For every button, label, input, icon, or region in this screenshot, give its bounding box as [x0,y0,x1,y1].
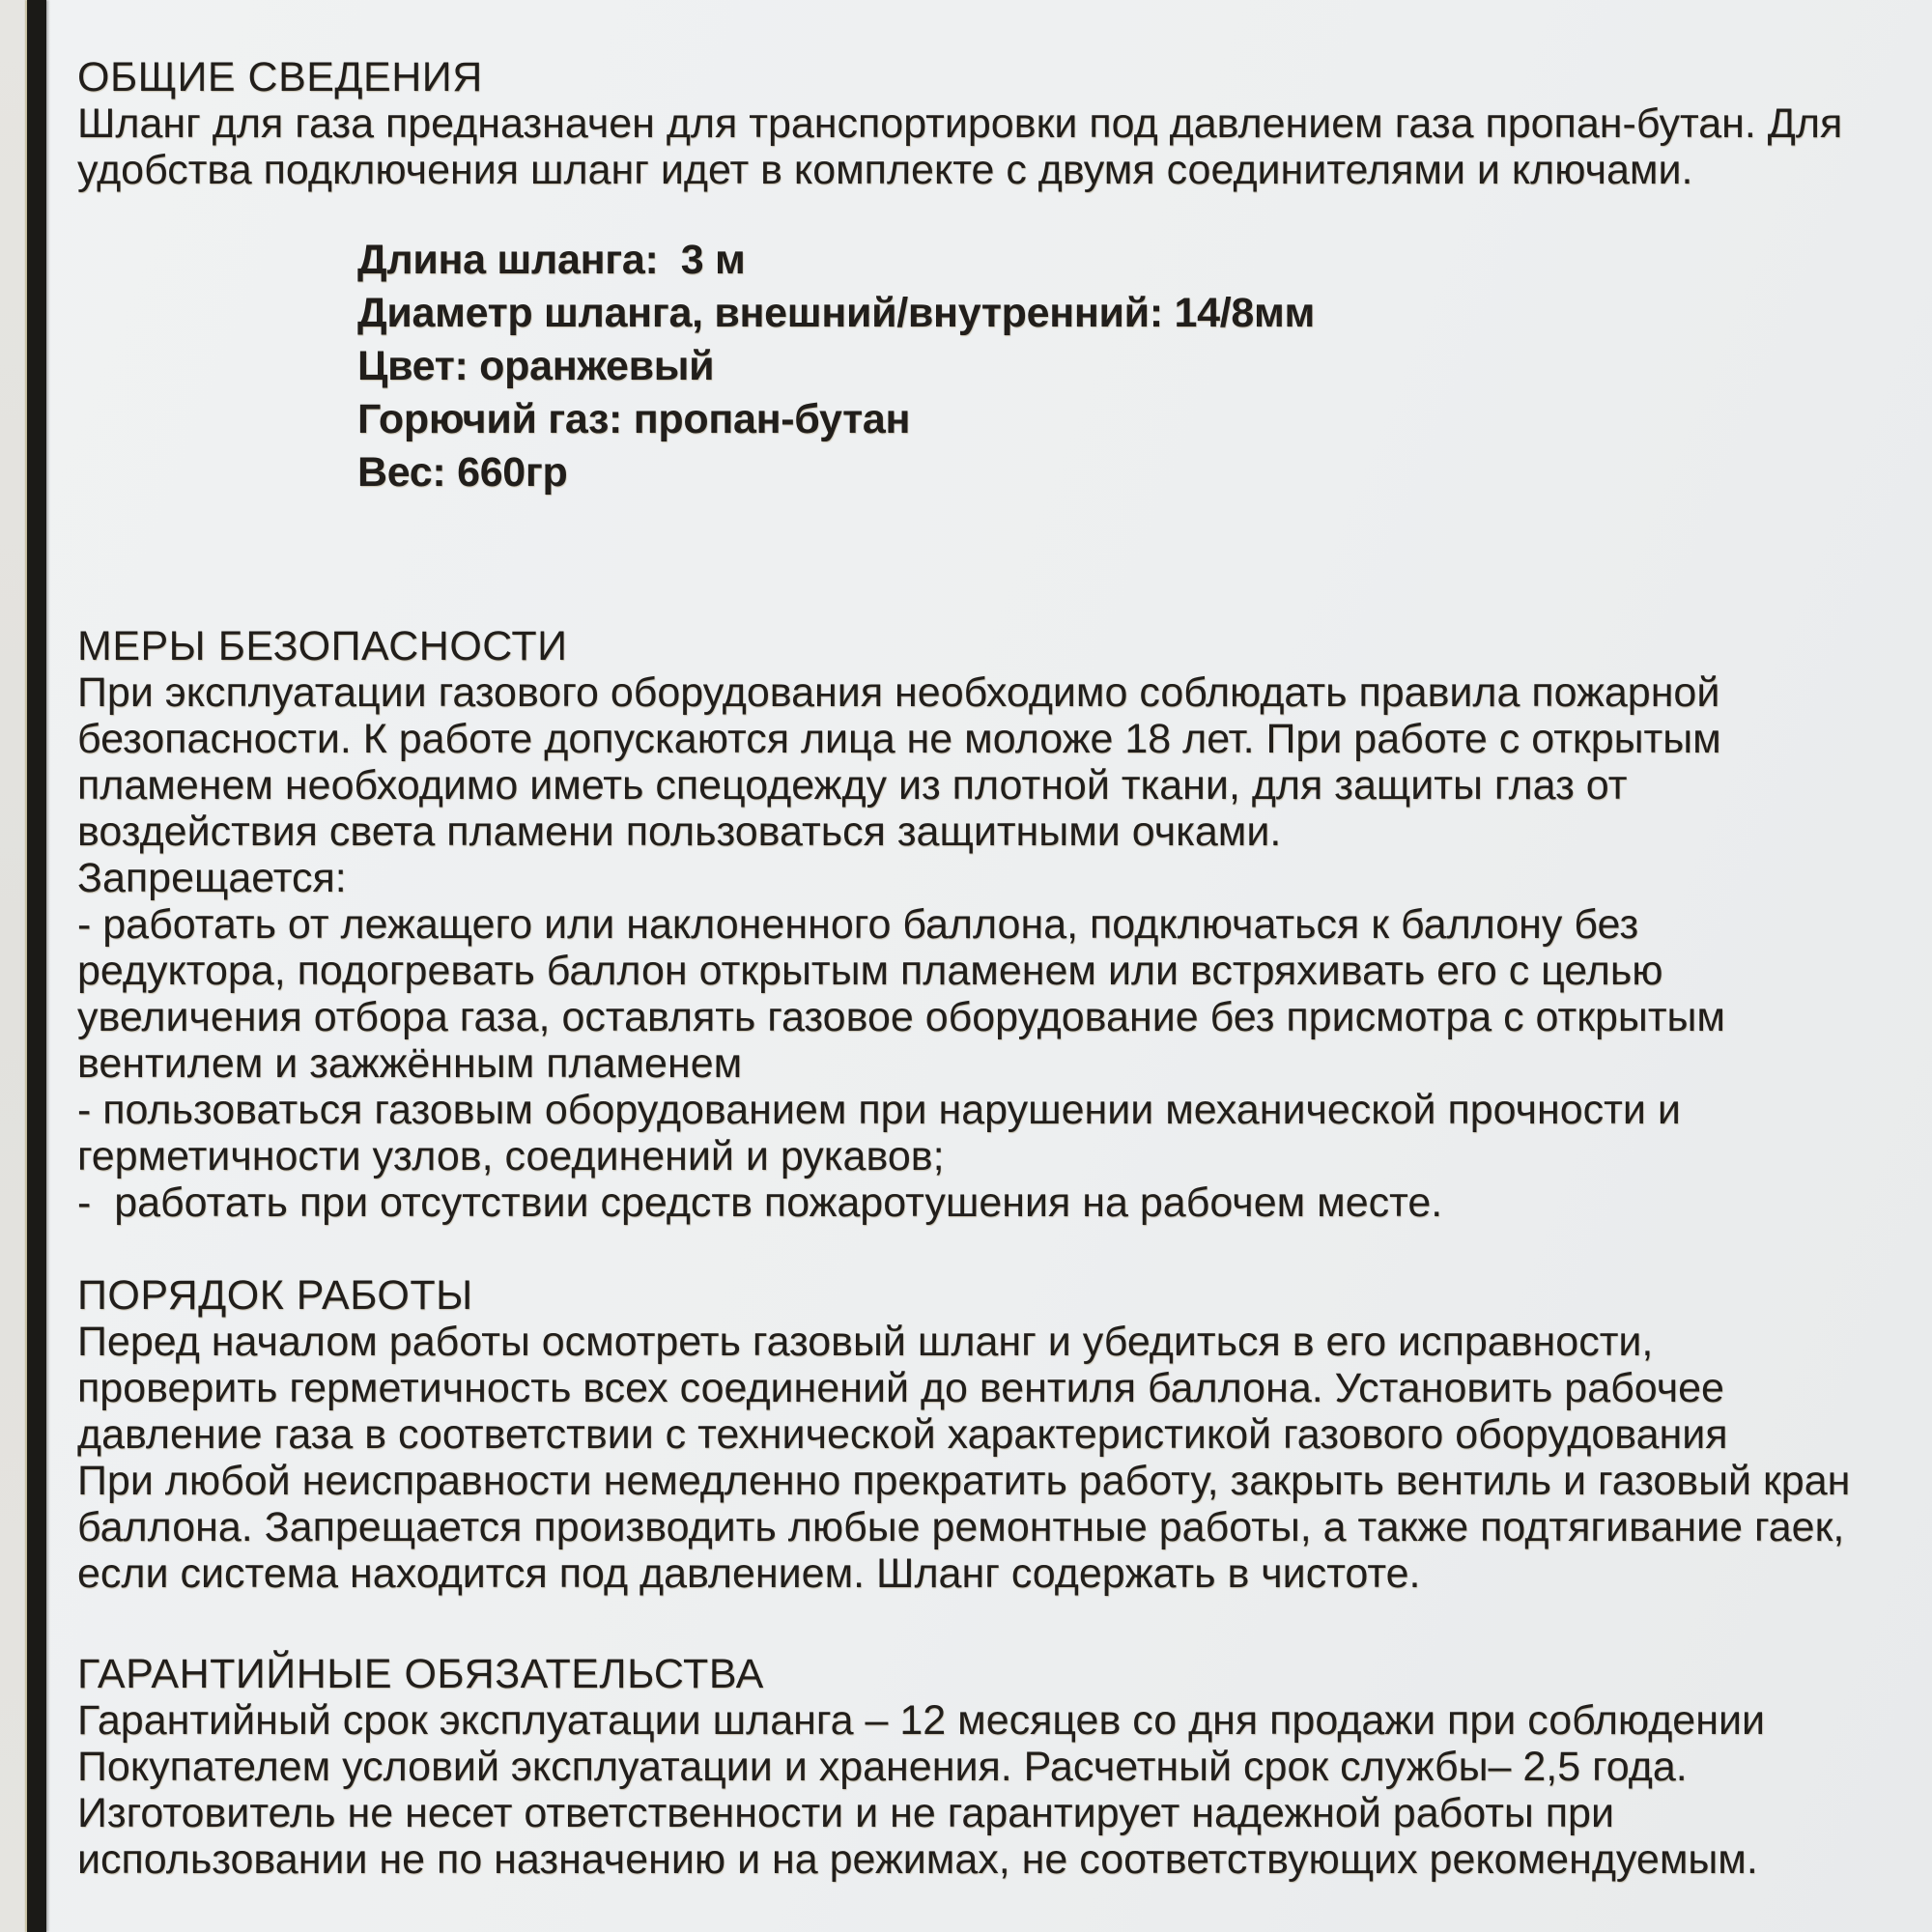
scan-edge-strip [0,0,27,1932]
section-safety-text [77,669,1932,1226]
section-heading-general: ОБЩИЕ СВЕДЕНИЯ [77,54,483,100]
text-line: При любой неисправности немедленно прекратить работу, закрыть вентиль и газовый кран [77,1458,1851,1504]
text-line: увеличения отбора газа, оставлять газовое оборудование без присмотра с открытым [77,994,1725,1040]
text-line: пламенем необходимо иметь спецодежду из плотной ткани, для защиты глаз от [77,762,1628,809]
text-line: герметичности узлов, соединений и рукавов; [77,1133,945,1179]
text-line: При эксплуатации газового оборудования необходимо соблюдать правила пожарной [77,669,1720,716]
text-line: Покупателем условий эксплуатации и хранения. Расчетный срок службы– 2,5 года. [77,1744,1688,1790]
text-line: удобства подключения шланг идет в комплекте с двумя соединителями и ключами. [77,147,1693,193]
section-gap [77,1597,1932,1651]
section-general-text [77,100,1932,193]
text-line: Длина шланга: 3 м [357,237,746,283]
product-specs [357,234,1932,499]
text-line: Диаметр шланга, внешний/внутренний: 14/8мм [357,290,1315,336]
text-line: - работать при отсутствии средств пожаротушения на рабочем месте. [77,1179,1443,1226]
text-line: если система находится под давлением. Шланг содержать в чистоте. [77,1550,1421,1597]
section-heading-warranty: ГАРАНТИЙНЫЕ ОБЯЗАТЕЛЬСТВА [77,1651,764,1697]
section-warranty-text [77,1697,1932,1883]
text-line: давление газа в соответствии с технической характеристикой газового оборудования [77,1411,1728,1458]
document-content [46,0,1932,1932]
text-line: Горючий газ: пропан-бутан [357,396,911,442]
text-line: Гарантийный срок эксплуатации шланга – 12 месяцев со дня продажи при соблюдении [77,1697,1766,1744]
text-line: - работать от лежащего или наклоненного баллона, подключаться к баллону без [77,901,1639,948]
section-gap [77,499,1932,623]
text-line: безопасности. К работе допускаются лица не моложе 18 лет. При работе с открытым [77,716,1721,762]
text-line: Шланг для газа предназначен для транспортировки под давлением газа пропан-бутан. Для [77,100,1843,147]
text-line: Вес: 660гр [357,449,568,496]
section-gap [77,1226,1932,1272]
text-line: баллона. Запрещается производить любые ремонтные работы, а также подтягивание гаек, [77,1504,1845,1550]
text-line: редуктора, подогревать баллон открытым пламенем или встряхивать его с целью [77,948,1663,994]
text-line: воздействия света пламени пользоваться защитными очками. [77,809,1282,855]
text-line: проверить герметичность всех соединений до вентиля баллона. Установить рабочее [77,1365,1724,1411]
page-fold-bar [27,0,46,1932]
section-procedure-text [77,1319,1932,1597]
text-line: использовании не по назначению и на режимах, не соответствующих рекомендуемым. [77,1836,1758,1883]
text-line: Изготовитель не несет ответственности и не гарантирует надежной работы при [77,1790,1614,1836]
section-heading-procedure: ПОРЯДОК РАБОТЫ [77,1272,473,1319]
section-heading-safety: МЕРЫ БЕЗОПАСНОСТИ [77,623,568,669]
text-line: Запрещается: [77,855,347,901]
text-line: - пользоваться газовым оборудованием при нарушении механической прочности и [77,1087,1681,1133]
text-line: Цвет: оранжевый [357,343,715,389]
text-line: вентилем и зажжённым пламенем [77,1040,743,1087]
text-line: Перед началом работы осмотреть газовый шланг и убедиться в его исправности, [77,1319,1654,1365]
